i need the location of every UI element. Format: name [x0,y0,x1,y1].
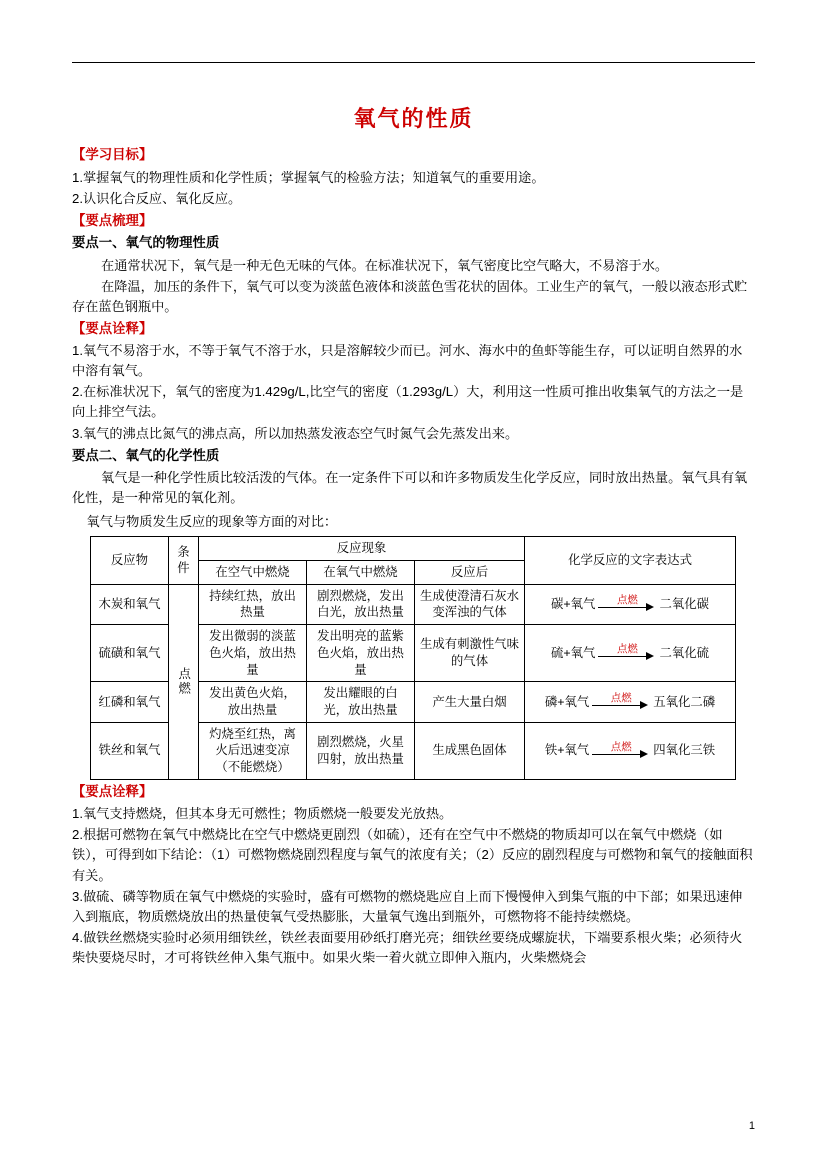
table-header-row [91,537,736,561]
cell-after: 生成黑色固体 [415,722,525,779]
equation-right: 四氧化三铁 [653,743,716,758]
arrow-condition-label: 点燃 [616,594,638,607]
arrow-condition-label: 点燃 [616,643,638,656]
reaction-arrow-icon [598,595,656,613]
page-number: 1 [748,1120,755,1132]
paragraph-physical-1: 在通常状况下，氧气是一种无色无味的气体。在标准状况下，氧气密度比空气略大，不易溶于水。 [101,257,669,273]
subsection-heading-physical: 要点一、氧气的物理性质 [72,235,220,251]
cell-in-oxygen: 发出耀眼的白光，放出热量 [307,682,415,722]
cell-in-oxygen: 发出明亮的蓝紫色火焰，放出热量 [307,625,415,682]
header-reactant: 反应物 [91,537,169,584]
cell-reactant: 硫磺和氧气 [91,625,169,682]
section-heading-outline: 【要点梳理】 [72,212,153,228]
reaction-arrow-icon [592,693,650,711]
subsection-heading-chemical: 要点二、氧气的化学性质 [72,447,220,463]
header-phenomena-oxygen: 在氧气中燃烧 [307,560,415,584]
header-divider [72,62,755,63]
table-row [91,584,736,624]
equation-right: 五氧化二磷 [653,694,716,709]
equation-left: 碳+氧气 [551,596,596,611]
objective-item: 1.掌握氧气的物理性质和化学性质；掌握氧气的检验方法；知道氧气的重要用途。 [72,169,545,185]
cell-condition-text: 点燃 [176,667,191,697]
equation-left: 磷+氧气 [544,694,590,709]
header-phenomena-air: 在空气中燃烧 [199,560,307,584]
arrow-condition-label: 点燃 [610,740,632,753]
explain2-item: 1.氧气支持燃烧，但其本身无可燃性；物质燃烧一般要发光放热。 [72,806,453,822]
objective-item: 2.认识化合反应、氧化反应。 [72,190,242,206]
cell-reactant: 红磷和氧气 [91,682,169,722]
reaction-comparison-table [90,536,736,780]
section-heading-objectives: 【学习目标】 [72,147,153,163]
cell-in-air: 发出微弱的淡蓝色火焰，放出热量 [199,625,307,682]
explain1-item: 1.氧气不易溶于水，不等于氧气不溶于水，只是溶解较少而已。河水、海水中的鱼虾等能生存，可以证明自然界的水中溶有氧气。 [72,343,743,379]
explain2-item: 2.根据可燃物在氧气中燃烧比在空气中燃烧更剧烈（如硫），还有在空气中不燃烧的物质却可以在氧气中燃烧（如铁），可得到如下结论：（1）可燃物燃烧剧烈程度与氧气的浓度有关；（2）反应的剧烈程度与可燃物和氧气的接触面积有关。 [72,827,753,883]
table-caption: 氧气与物质发生反应的现象等方面的对比： [86,514,338,530]
header-condition-text: 条件 [177,544,190,576]
equation-right: 二氧化碳 [659,596,709,611]
cell-equation [525,722,736,779]
explain2-item: 4.做铁丝燃烧实验时必须用细铁丝，铁丝表面要用砂纸打磨光亮；细铁丝要绕成螺旋状，下端要系根火柴；必须待火柴快要烧尽时，才可将铁丝伸入集气瓶中。如果火柴一着火就立即伸入瓶内，火柴燃烧会 [72,929,743,965]
cell-in-air: 发出黄色火焰，放出热量 [199,682,307,722]
header-phenomena-after: 反应后 [415,560,525,584]
section-heading-explain-2: 【要点诠释】 [72,783,153,799]
section-heading-explain-1: 【要点诠释】 [72,320,153,336]
explain1-item: 3.氧气的沸点比氮气的沸点高，所以加热蒸发液态空气时氮气会先蒸发出来。 [72,425,519,441]
cell-equation [525,584,736,624]
arrow-condition-label: 点燃 [610,692,632,704]
page-title: 氧气的性质 [353,106,474,131]
equation-left: 硫+氧气 [551,645,596,660]
cell-after: 生成有刺激性气味的气体 [415,625,525,682]
header-condition [169,537,199,584]
document-content [72,0,755,968]
cell-in-oxygen: 剧烈燃烧，火星四射，放出热量 [307,722,415,779]
explain2-item: 3.做硫、磷等物质在氧气中燃烧的实验时，盛有可燃物的燃烧匙应自上而下慢慢伸入到集气瓶的中下部；如果迅速伸入到瓶底，物质燃烧放出的热量使氧气受热膨胀，大量氧气逸出到瓶外，可燃物将不能持续燃烧。 [72,888,743,924]
cell-in-air: 灼烧至红热，离火后迅速变凉（不能燃烧） [199,722,307,779]
cell-condition [169,584,199,779]
header-equation: 化学反应的文字表达式 [525,537,736,584]
cell-equation [525,682,736,722]
reaction-arrow-icon [592,742,650,760]
cell-after: 产生大量白烟 [415,682,525,722]
cell-equation [525,625,736,682]
cell-in-oxygen: 剧烈燃烧，发出白光，放出热量 [307,584,415,624]
header-phenomena: 反应现象 [199,537,525,561]
paragraph-chemical-1: 氧气是一种化学性质比较活泼的气体。在一定条件下可以和许多物质发生化学反应，同时放出热量。氧气具有氧化性，是一种常见的氧化剂。 [72,469,748,505]
paragraph-physical-2: 在降温，加压的条件下，氧气可以变为淡蓝色液体和淡蓝色雪花状的固体。工业生产的氧气，一般以液态形式贮存在蓝色钢瓶中。 [72,278,748,314]
equation-right: 二氧化硫 [659,645,709,660]
cell-after: 生成使澄清石灰水变浑浊的气体 [415,584,525,624]
cell-in-air: 持续红热，放出热量 [199,584,307,624]
cell-reactant: 铁丝和氧气 [91,722,169,779]
reaction-arrow-icon [598,644,656,662]
equation-left: 铁+氧气 [544,743,590,758]
explain1-item: 2.在标准状况下，氧气的密度为1.429g/L,比空气的密度（1.293g/L）大，利用这一性质可推出收集氧气的方法之一是向上排空气法。 [72,384,744,420]
cell-reactant: 木炭和氧气 [91,584,169,624]
